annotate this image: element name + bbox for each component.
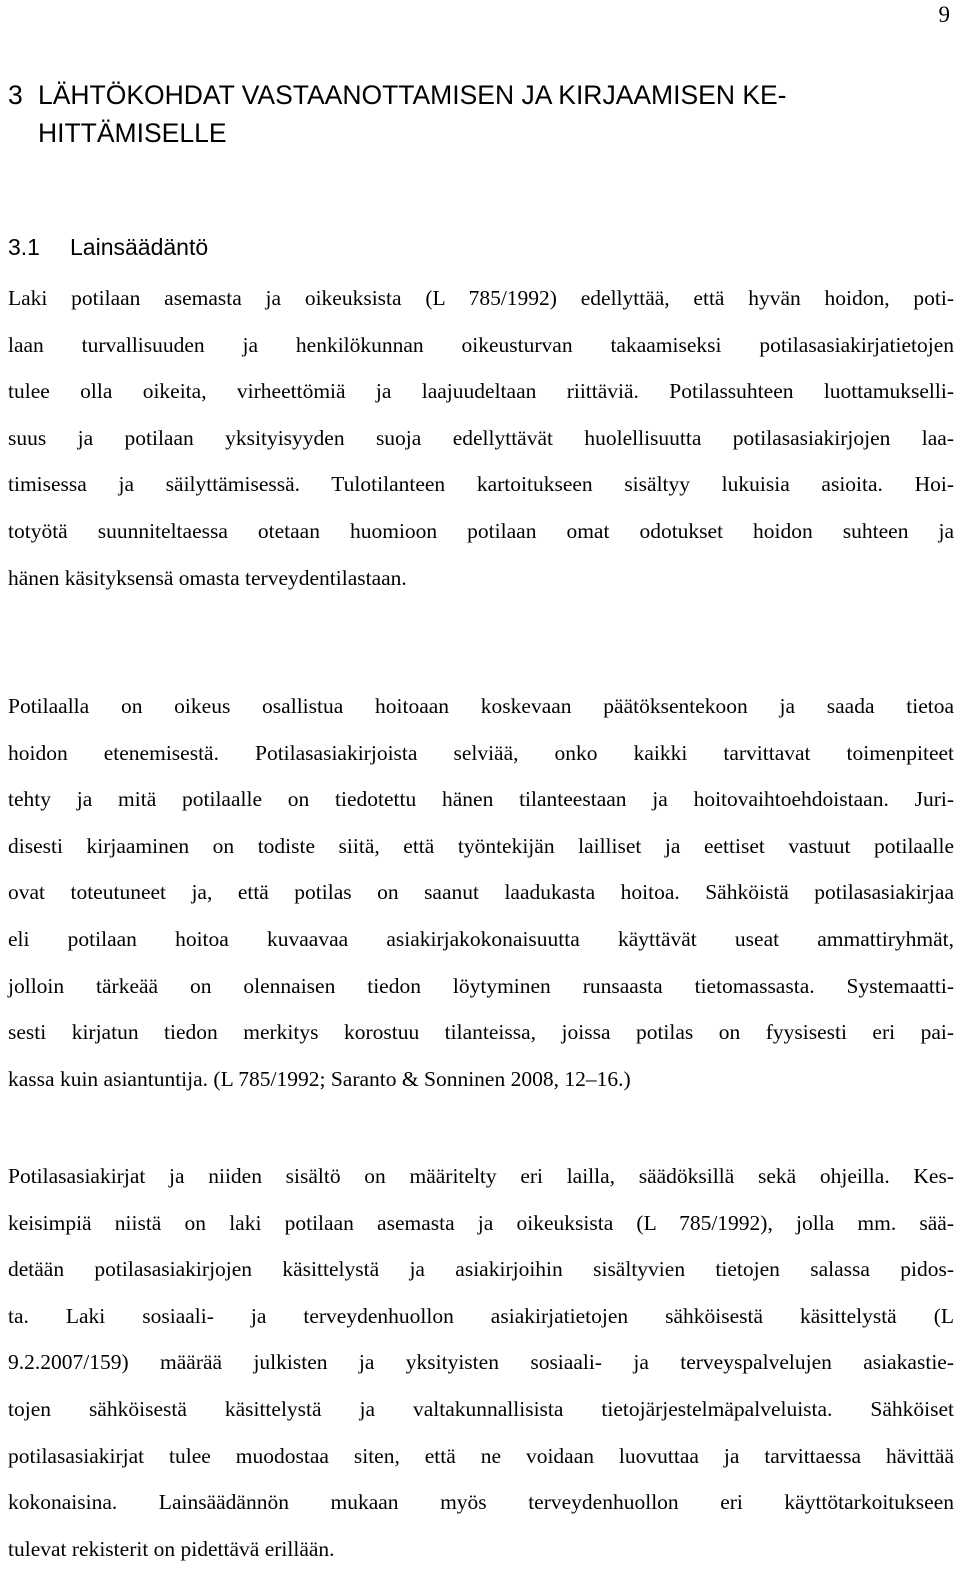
paragraph-3 [8, 1153, 954, 1572]
paragraph-line: potilasasiakirjat tulee muodostaa siten, että ne voidaan luovuttaa ja tarvittaessa hävittää [8, 1443, 954, 1468]
paragraph-1 [8, 275, 954, 601]
paragraph-line: tojen sähköisestä käsittelystä ja valtakunnallisista tietojärjestelmäpalveluista. Sähköiset [8, 1396, 954, 1421]
paragraph-line: ovat toteutuneet ja, että potilas on saanut laadukasta hoitoa. Sähköistä potilasasiakirjaa [8, 880, 954, 905]
paragraph-line: laan turvallisuuden ja henkilökunnan oikeusturvan takaamiseksi potilasasiakirjatietojen [8, 332, 954, 357]
paragraph-line: hoidon etenemisestä. Potilasasiakirjoista selviää, onko kaikki tarvittavat toimenpiteet [8, 740, 954, 765]
chapter-title-line-2: HITTÄMISELLE [38, 118, 227, 148]
paragraph-line: disesti kirjaaminen on todiste siitä, että työntekijän lailliset ja eettiset vastuut potilaalle [8, 833, 954, 858]
paragraph-line: sesti kirjatun tiedon merkitys korostuu tilanteissa, joissa potilas on fyysisesti eri pai- [8, 1020, 954, 1045]
paragraph-line: hänen käsityksensä omasta terveydentilastaan. [8, 565, 407, 590]
paragraph-line: detään potilasasiakirjojen käsittelystä ja asiakirjoihin sisältyvien tietojen salassa pidos- [8, 1257, 954, 1282]
paragraph-line: 9.2.2007/159) määrää julkisten ja yksityisten sosiaali- ja terveyspalvelujen asiakastie- [8, 1350, 954, 1375]
paragraph-line: jolloin tärkeää on olennaisen tiedon löytyminen runsaasta tietomassasta. Systemaatti- [8, 973, 954, 998]
section-heading [8, 230, 208, 264]
section-number: 3.1 [8, 234, 40, 260]
paragraph-line: suus ja potilaan yksityisyyden suoja edellyttävät huolellisuutta potilasasiakirjojen laa- [8, 425, 954, 450]
paragraph-line: kassa kuin asiantuntija. (L 785/1992; Saranto & Sonninen 2008, 12–16.) [8, 1066, 631, 1091]
section-title: Lainsäädäntö [70, 234, 209, 260]
paragraph-line: totyötä suunniteltaessa otetaan huomioon potilaan omat odotukset hoidon suhteen ja [8, 518, 954, 543]
chapter-number: 3 [8, 80, 23, 110]
page-number: 9 [938, 2, 950, 27]
paragraph-line: Potilasasiakirjat ja niiden sisältö on määritelty eri lailla, säädöksillä sekä ohjeilla. Kes- [8, 1164, 954, 1188]
paragraph-line: keisimpiä niistä on laki potilaan asemasta ja oikeuksista (L 785/1992), jolla mm. sää- [8, 1210, 954, 1235]
paragraph-line: Potilaalla on oikeus osallistua hoitoaan koskevaan päätöksentekoon ja saada tietoa [8, 694, 954, 718]
paragraph-line: timisessa ja säilyttämisessä. Tulotilanteen kartoitukseen sisältyy lukuisia asioita. Hoi- [8, 472, 954, 497]
paragraph-line: Laki potilaan asemasta ja oikeuksista (L 785/1992) edellyttää, että hyvän hoidon, poti- [8, 286, 954, 310]
chapter-title-line-1: LÄHTÖKOHDAT VASTAANOTTAMISEN JA KIRJAAMISEN KE- [38, 80, 787, 110]
paragraph-line: kokonaisina. Lainsäädännön mukaan myös terveydenhuollon eri käyttötarkoitukseen [8, 1490, 954, 1515]
paragraph-line: tehty ja mitä potilaalle on tiedotettu hänen tilanteestaan ja hoitovaihtoehdoistaan. Juri- [8, 787, 954, 812]
chapter-heading [8, 76, 938, 152]
paragraph-line: tulee olla oikeita, virheettömiä ja laajuudeltaan riittäviä. Potilassuhteen luottamukselli- [8, 379, 954, 404]
paragraph-line: tulevat rekisterit on pidettävä erillään. [8, 1536, 335, 1561]
paragraph-2 [8, 683, 954, 1102]
paragraph-line: ta. Laki sosiaali- ja terveydenhuollon asiakirjatietojen sähköisestä käsittelystä (L [8, 1303, 954, 1328]
paragraph-line: eli potilaan hoitoa kuvaavaa asiakirjakokonaisuutta käyttävät useat ammattiryhmät, [8, 926, 954, 951]
